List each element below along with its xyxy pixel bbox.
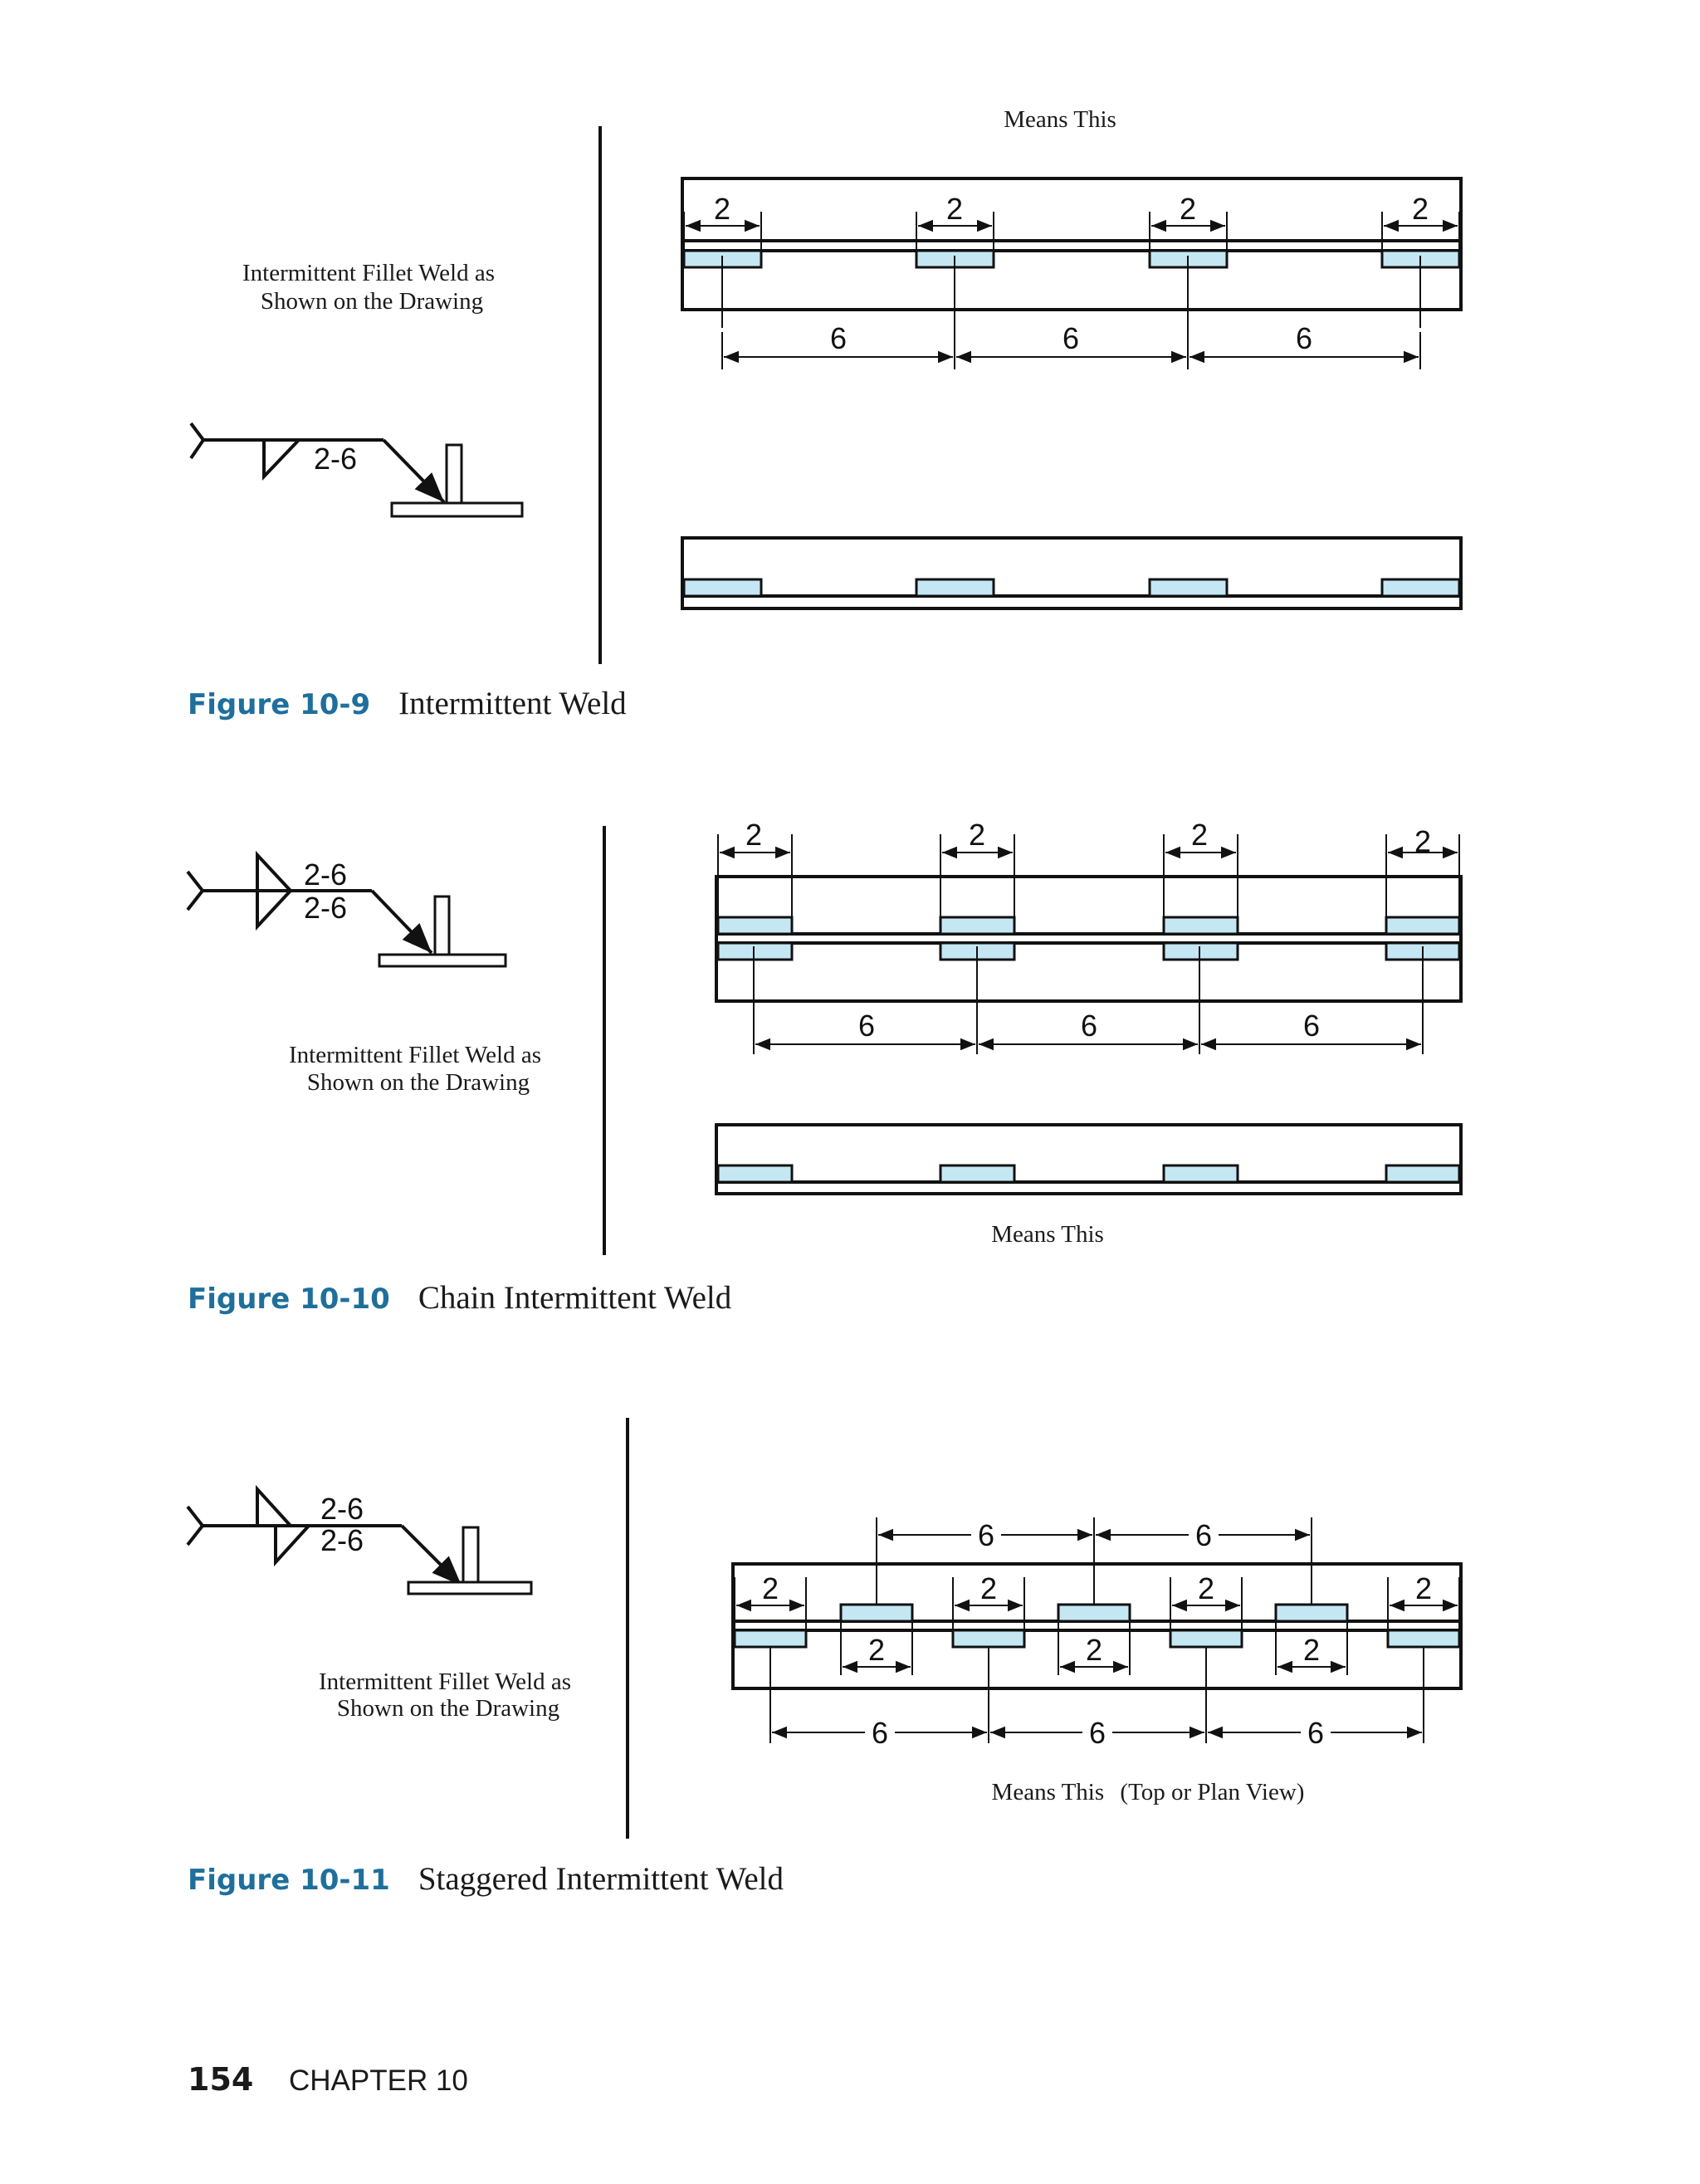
figure-caption <box>188 1280 732 1316</box>
side-view-drawing <box>682 538 1461 608</box>
weld-segment <box>1164 1165 1238 1182</box>
svg-text:2: 2 <box>979 1571 998 1605</box>
weld-segment <box>953 1630 1024 1647</box>
weld-symbol-text-top: 2-6 <box>320 1492 364 1526</box>
weld-segment <box>1382 579 1459 596</box>
drawing-note-line1: Intermittent Fillet Weld as <box>319 1669 571 1695</box>
drawing-note-line1: Intermittent Fillet Weld as <box>242 260 495 286</box>
figure-caption <box>188 1861 784 1897</box>
pitch-dimension <box>956 321 1186 357</box>
figure-label: Figure 10-10 <box>188 1283 390 1316</box>
pitch-dimension <box>990 1716 1204 1750</box>
svg-text:6: 6 <box>977 1518 995 1552</box>
weld-symbol-text: 2-6 <box>314 442 358 476</box>
svg-text:2: 2 <box>968 818 986 852</box>
svg-text:2: 2 <box>867 1633 886 1667</box>
weld-segment <box>735 1630 806 1647</box>
svg-text:6: 6 <box>1062 321 1080 355</box>
drawing-note-line2: Shown on the Drawing <box>260 288 484 315</box>
pitch-dimension <box>979 1009 1198 1044</box>
weld-segment <box>1386 917 1459 934</box>
weld-segment <box>718 943 792 960</box>
weld-symbol <box>191 423 522 516</box>
weld-segment <box>1150 579 1227 596</box>
side-view-drawing <box>716 1125 1461 1194</box>
weld-segment <box>1386 1165 1459 1182</box>
weld-segment <box>684 579 761 596</box>
figure-10-11 <box>188 1418 1461 1897</box>
drawing-note-line2: Shown on the Drawing <box>306 1069 530 1096</box>
svg-text:2: 2 <box>745 818 763 852</box>
weld-length-dimension <box>1386 824 1459 917</box>
svg-text:6: 6 <box>1295 321 1313 355</box>
svg-text:6: 6 <box>829 321 848 355</box>
top-view-drawing <box>682 178 1461 369</box>
svg-text:6: 6 <box>857 1009 876 1043</box>
svg-text:2: 2 <box>1197 1571 1215 1605</box>
weld-segment <box>841 1605 912 1621</box>
pitch-dimension <box>1190 321 1419 357</box>
svg-text:2: 2 <box>1179 192 1197 226</box>
pitch-dimension <box>772 1716 987 1750</box>
figure-title: Staggered Intermittent Weld <box>418 1861 784 1897</box>
pitch-dimension <box>755 1009 975 1044</box>
means-this-label: Means This <box>1004 106 1116 133</box>
weld-segment <box>916 579 994 596</box>
page-footer <box>188 2061 468 2098</box>
top-view-drawing <box>716 818 1461 1054</box>
figure-title: Intermittent Weld <box>398 686 627 721</box>
svg-text:2: 2 <box>1414 824 1432 858</box>
weld-symbol-text-bottom: 2-6 <box>320 1523 364 1557</box>
svg-text:2: 2 <box>945 192 964 226</box>
weld-segment <box>1164 943 1238 960</box>
pitch-dimension <box>1096 1518 1310 1552</box>
weld-length-dimension <box>1164 818 1238 917</box>
pitch-dimension <box>878 1518 1092 1552</box>
pitch-dimension <box>1201 1009 1421 1044</box>
weld-segment <box>718 917 792 934</box>
svg-text:6: 6 <box>871 1716 889 1750</box>
drawing-note-line1: Intermittent Fillet Weld as <box>289 1042 541 1068</box>
svg-text:2: 2 <box>761 1571 779 1605</box>
svg-text:2: 2 <box>1190 818 1209 852</box>
pitch-dimension <box>724 321 953 357</box>
weld-length-dimension <box>718 818 792 917</box>
figure-title: Chain Intermittent Weld <box>418 1280 732 1316</box>
weld-symbol <box>188 855 506 966</box>
weld-length-dimension <box>940 818 1014 917</box>
means-this-label: Means This <box>991 1221 1104 1248</box>
drawing-note-line2: Shown on the Drawing <box>336 1695 560 1722</box>
weld-segment <box>718 1165 792 1182</box>
figure-caption <box>188 686 627 721</box>
svg-text:6: 6 <box>1194 1518 1213 1552</box>
weld-symbol-text-top: 2-6 <box>304 857 348 892</box>
svg-text:6: 6 <box>1080 1009 1098 1043</box>
svg-text:2: 2 <box>1411 192 1429 226</box>
chapter-label: CHAPTER 10 <box>289 2064 468 2097</box>
svg-text:6: 6 <box>1088 1716 1106 1750</box>
page-number: 154 <box>188 2061 254 2098</box>
weld-symbol-text-bottom: 2-6 <box>304 891 348 925</box>
weld-segment <box>940 1165 1014 1182</box>
figure-label: Figure 10-9 <box>188 688 371 721</box>
pitch-dimension <box>1208 1716 1422 1750</box>
means-this-label: Means This (Top or Plan View) <box>991 1779 1305 1805</box>
svg-text:2: 2 <box>1085 1633 1103 1667</box>
weld-symbol <box>188 1489 531 1594</box>
weld-segment <box>1170 1630 1242 1647</box>
figure-10-9 <box>188 106 1461 721</box>
weld-segment <box>1276 1605 1347 1621</box>
svg-text:2: 2 <box>713 192 731 226</box>
svg-text:6: 6 <box>1307 1716 1325 1750</box>
weld-segment <box>1388 1630 1459 1647</box>
svg-text:2: 2 <box>1302 1633 1321 1667</box>
weld-segment <box>1058 1605 1130 1621</box>
weld-segment <box>1164 917 1238 934</box>
figure-label: Figure 10-11 <box>188 1864 390 1897</box>
top-view-drawing <box>733 1517 1461 1750</box>
figure-10-10 <box>188 818 1461 1316</box>
svg-text:6: 6 <box>1302 1009 1321 1043</box>
svg-text:2: 2 <box>1414 1571 1433 1605</box>
weld-segment <box>940 917 1014 934</box>
